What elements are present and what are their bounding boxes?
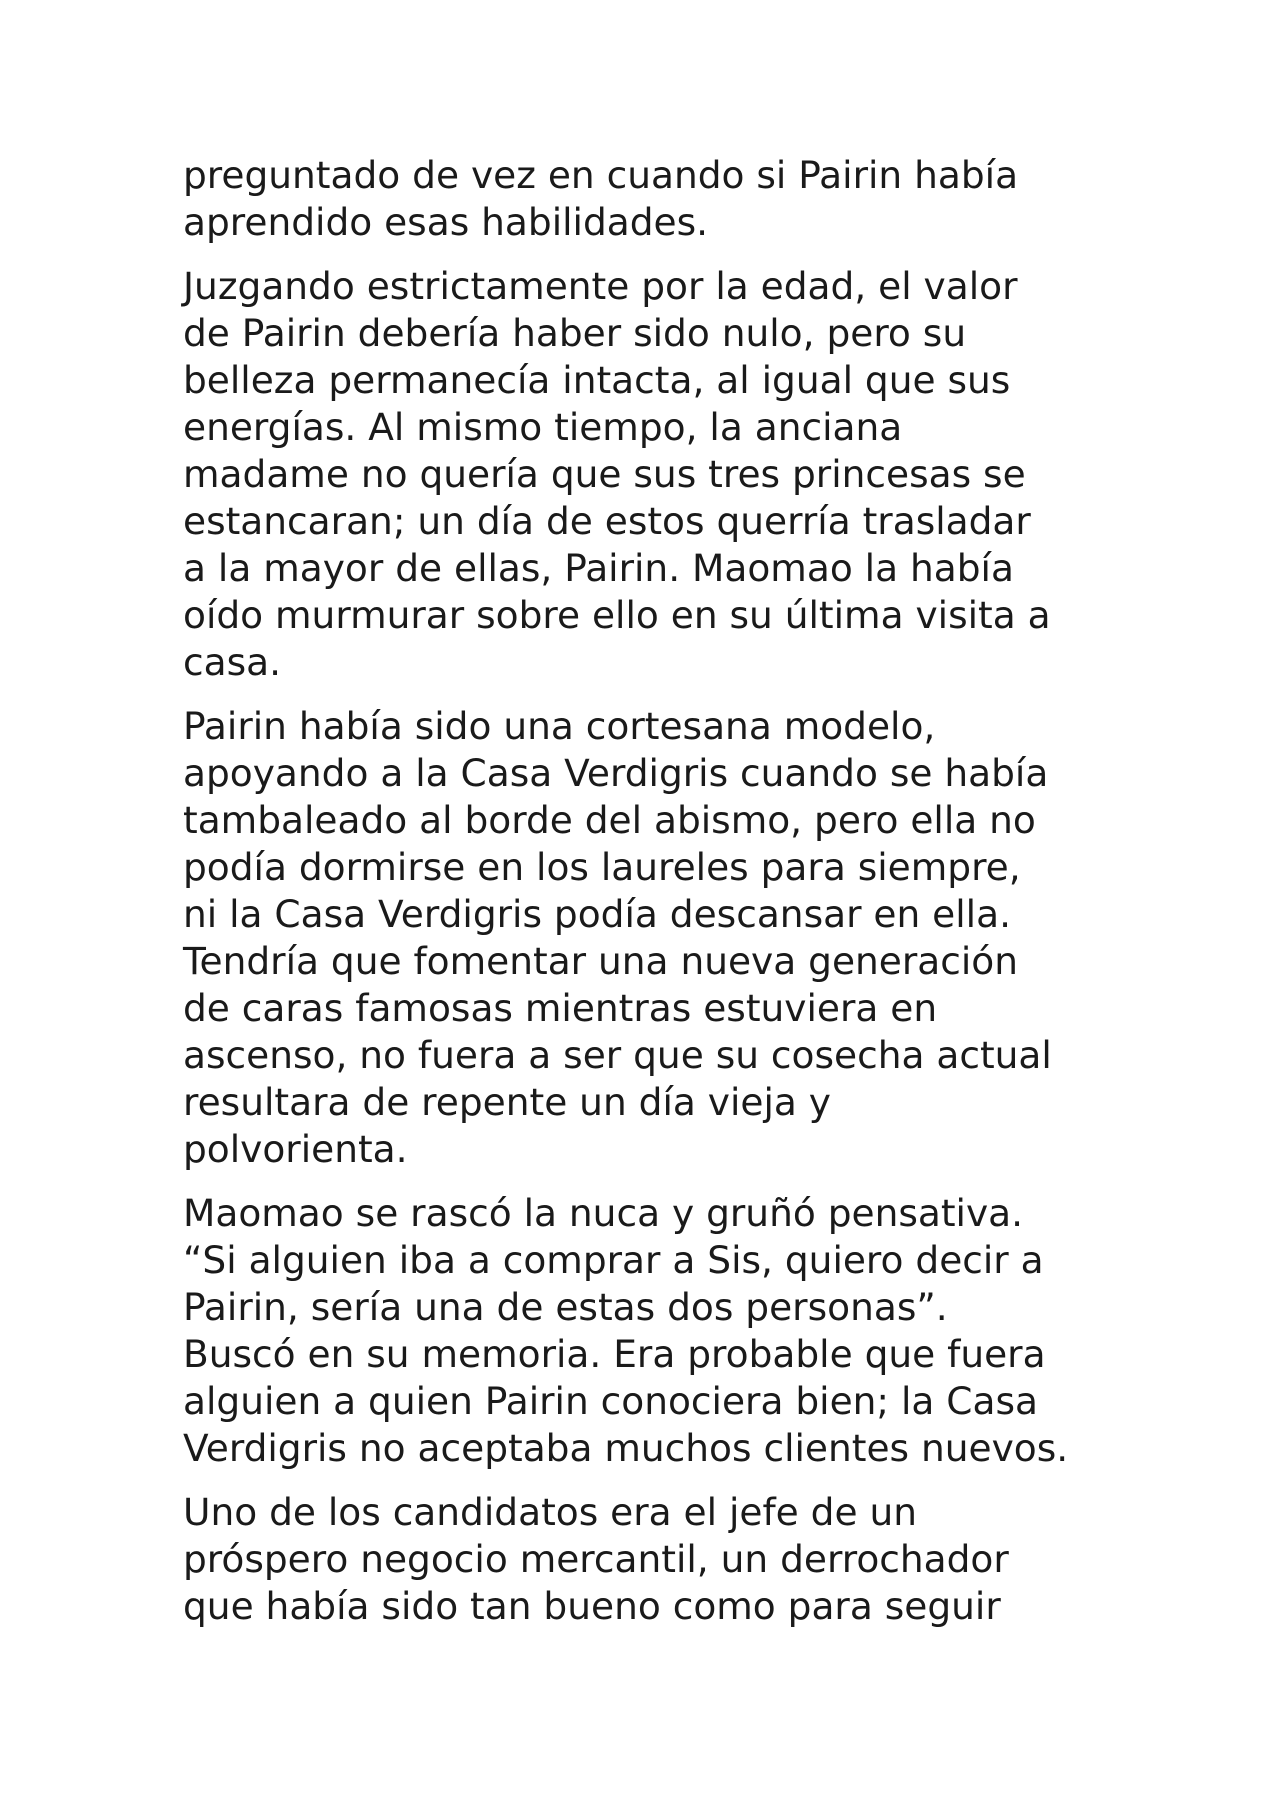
text-line: a la mayor de ellas, Pairin. Maomao la había	[183, 546, 1014, 590]
text-line: energías. Al mismo tiempo, la anciana	[183, 405, 903, 449]
text-line: tambaleado al borde del abismo, pero ella no	[183, 798, 1036, 842]
text-line: Tendría que fomentar una nueva generación	[183, 939, 1018, 983]
text-line: belleza permanecía intacta, al igual que sus	[183, 358, 1011, 402]
text-line: alguien a quien Pairin conociera bien; la Casa	[183, 1379, 1038, 1423]
text-line: Verdigris no aceptaba muchos clientes nuevos.	[183, 1426, 1069, 1470]
text-line: Maomao se rascó la nuca y gruñó pensativa.	[183, 1191, 1024, 1235]
text-line: Uno de los candidatos era el jefe de un	[183, 1490, 917, 1534]
text-line: resultara de repente un día vieja y	[183, 1080, 831, 1124]
text-line: de caras famosas mientras estuviera en	[183, 986, 938, 1030]
text-line: de Pairin debería haber sido nulo, pero su	[183, 311, 967, 355]
text-line: apoyando a la Casa Verdigris cuando se había	[183, 751, 1049, 795]
text-line: Pairin, sería una de estas dos personas”.	[183, 1285, 948, 1329]
text-line: que había sido tan bueno como para seguir	[183, 1584, 1001, 1628]
text-line: Pairin había sido una cortesana modelo,	[183, 704, 936, 748]
text-line: casa.	[183, 640, 282, 684]
text-line: Buscó en su memoria. Era probable que fuera	[183, 1332, 1046, 1376]
text-line: ascenso, no fuera a ser que su cosecha actual	[183, 1033, 1052, 1077]
text-line: estancaran; un día de estos querría trasladar	[183, 499, 1031, 543]
text-line: próspero negocio mercantil, un derrochador	[183, 1537, 1009, 1581]
paragraph-5	[183, 1489, 1123, 1630]
text-line: podía dormirse en los laureles para siempre,	[183, 845, 1021, 889]
paragraph-2	[183, 263, 1123, 686]
text-line: Juzgando estrictamente por la edad, el valor	[183, 264, 1018, 308]
text-line: oído murmurar sobre ello en su última visita a	[183, 593, 1051, 637]
paragraph-4	[183, 1190, 1123, 1472]
paragraph-3	[183, 703, 1123, 1173]
text-line: “Si alguien iba a comprar a Sis, quiero decir a	[183, 1238, 1044, 1282]
text-line: ni la Casa Verdigris podía descansar en ella.	[183, 892, 1011, 936]
text-line: aprendido esas habilidades.	[183, 200, 709, 244]
text-line: polvorienta.	[183, 1127, 408, 1171]
paragraph-1	[183, 152, 1123, 246]
text-line: madame no quería que sus tres princesas se	[183, 452, 1026, 496]
text-line: preguntado de vez en cuando si Pairin había	[183, 153, 1019, 197]
document-page	[183, 152, 1123, 1647]
